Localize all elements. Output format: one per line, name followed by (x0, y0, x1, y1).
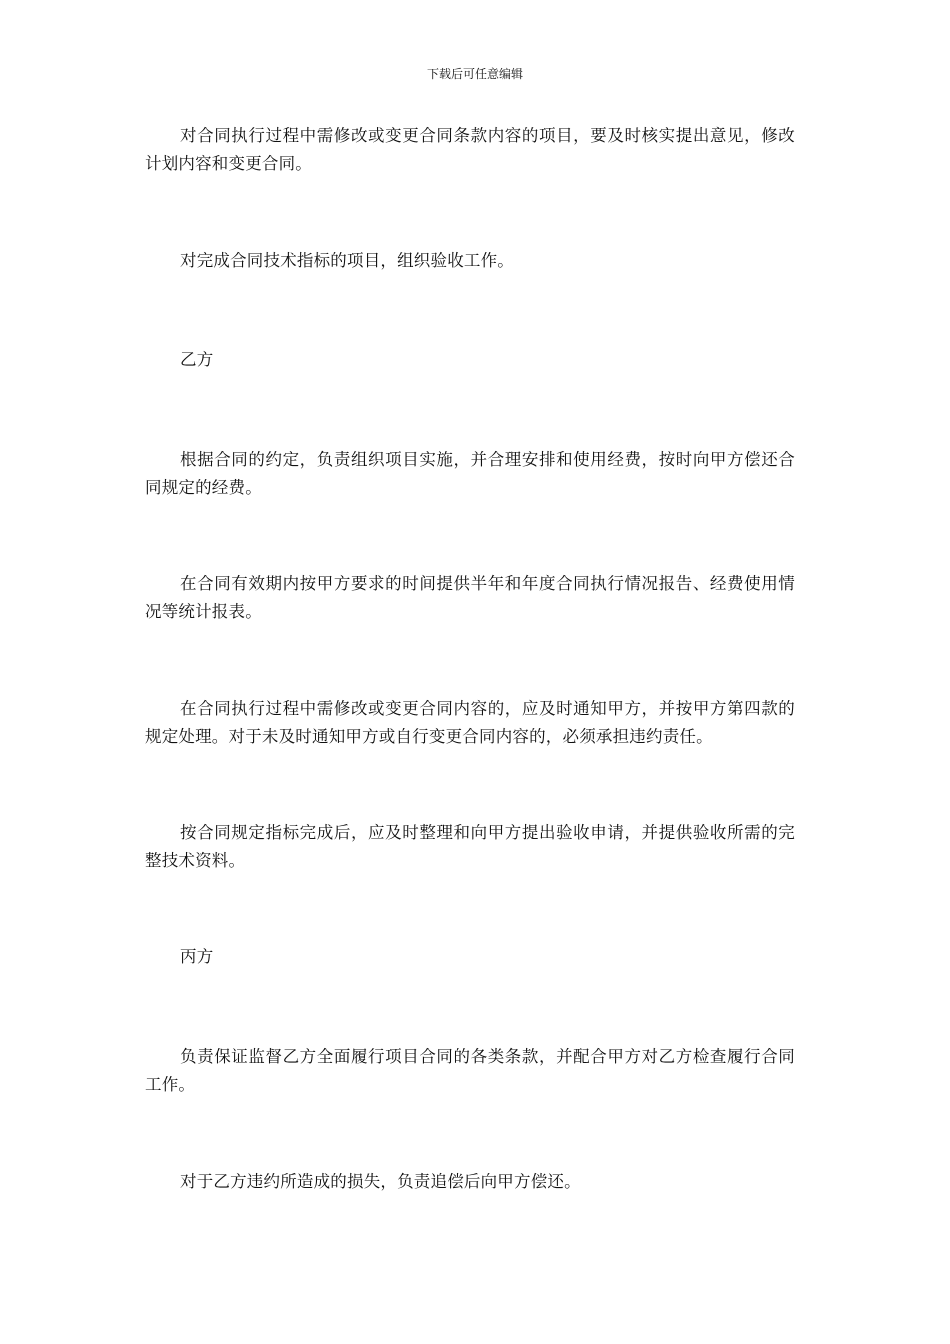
paragraph-party-b-acceptance-application: 按合同规定指标完成后，应及时整理和向甲方提出验收申请，并提供验收所需的完整技术资料。 (145, 823, 795, 870)
page-header: 下载后可任意编辑 (426, 67, 523, 81)
paragraph-party-c-supervision: 负责保证监督乙方全面履行项目合同的各类条款，并配合甲方对乙方检查履行合同工作。 (145, 1047, 795, 1094)
paragraph-party-b-implementation: 根据合同的约定，负责组织项目实施，并合理安排和使用经费，按时向甲方偿还合同规定的经费。 (145, 450, 795, 497)
paragraph-party-b-reports: 在合同有效期内按甲方要求的时间提供半年和年度合同执行情况报告、经费使用情况等统计报表。 (145, 574, 795, 621)
paragraph-acceptance: 对完成合同技术指标的项目，组织验收工作。 (180, 251, 514, 270)
section-heading-party-b: 乙方 (180, 350, 214, 369)
section-heading-party-c: 丙方 (180, 947, 214, 966)
paragraph-party-b-changes: 在合同执行过程中需修改或变更合同内容的，应及时通知甲方，并按甲方第四款的规定处理。对于未及时通知甲方或自行变更合同内容的，必须承担违约责任。 (145, 699, 795, 746)
paragraph-contract-modification: 对合同执行过程中需修改或变更合同条款内容的项目，要及时核实提出意见，修改计划内容和变更合同。 (145, 126, 795, 173)
paragraph-party-c-compensation: 对于乙方违约所造成的损失，负责追偿后向甲方偿还。 (180, 1172, 581, 1191)
